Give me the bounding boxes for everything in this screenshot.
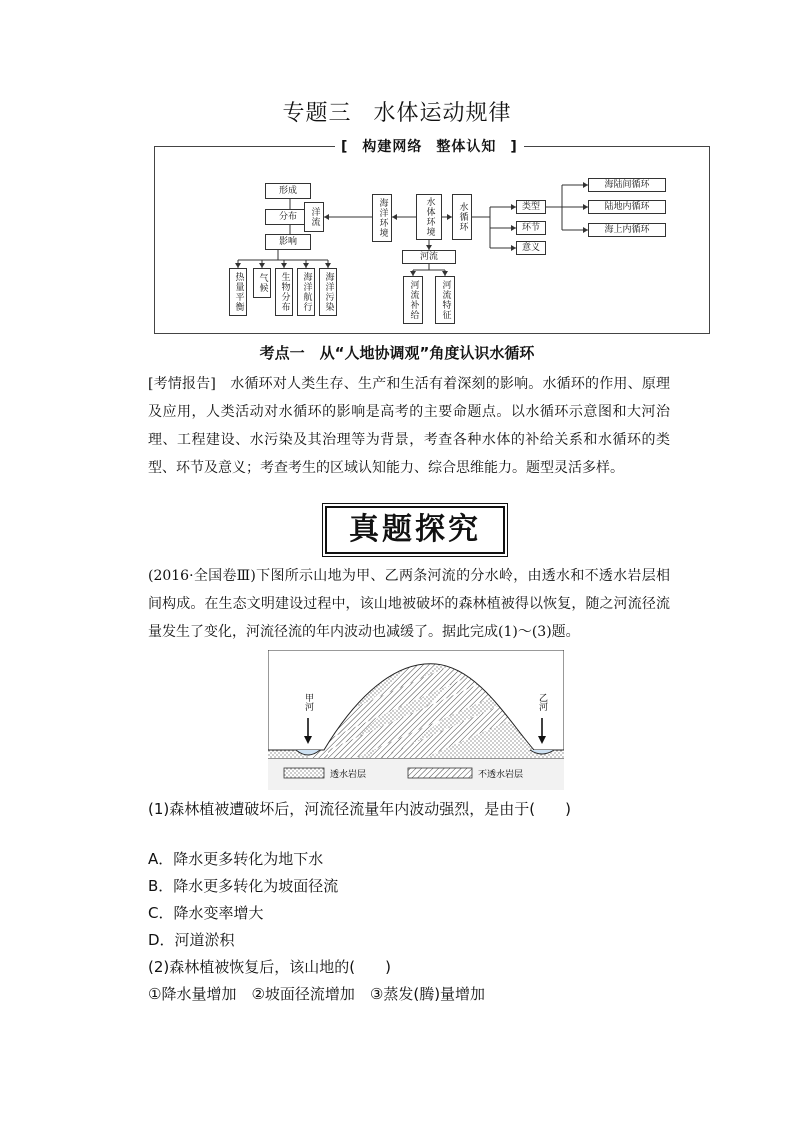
legend-impermeable-swatch [408, 768, 472, 778]
node-significance: 意义 [516, 241, 546, 255]
title-topic: 专题三 [282, 101, 352, 126]
node-sea-land-cycle: 海陆间循环 [588, 178, 666, 192]
q1-option-b: B．降水更多转化为坡面径流 [148, 877, 339, 895]
river-a-label: 甲河 [303, 693, 313, 711]
q1-option-a: A．降水更多转化为地下水 [148, 850, 324, 868]
section-title: 从“人地协调观”角度认识水循环 [319, 344, 535, 362]
q1-option-d: D．河道淤积 [148, 931, 235, 949]
node-marine-env: 海洋环境 [372, 194, 392, 242]
report-text: 水循环对人类生存、生产和生活有着深刻的影响。水循环的作用、原理及应用，人类活动对水循环的影响是高考的主要命题点。以水循环示意图和大河治理、工程建设、水污染及其治理等为背景，考查各种水体的补给关系和水循环的类型、环节及意义；考查考生的区域认知能力、综合思维能力。题型灵活多样。 [148, 376, 671, 476]
node-formation: 形成 [265, 183, 311, 199]
node-water-env: 水体环境 [416, 194, 442, 240]
section-heading [0, 342, 794, 363]
title-name: 水体运动规律 [373, 101, 512, 126]
node-river-recharge: 河流补给 [403, 276, 423, 324]
node-river: 河流 [402, 250, 456, 264]
question-2: (2)森林植被恢复后，该山地的( ) [148, 958, 391, 976]
header-bracket-left: [ [341, 139, 349, 155]
page-title [0, 96, 794, 127]
header-left: 构建网络 [362, 139, 423, 155]
node-land-cycle: 陆地内循环 [588, 200, 666, 214]
cross-section-diagram [268, 650, 564, 790]
legend-permeable-swatch [284, 768, 324, 778]
node-river-features: 河流特征 [435, 276, 455, 324]
river-b-label: 乙河 [537, 693, 547, 711]
node-heat-balance: 热量平衡 [229, 268, 247, 316]
section-label: 考点一 [259, 344, 305, 362]
node-ocean-current: 洋流 [304, 202, 324, 232]
header-bracket-right: ] [510, 139, 518, 155]
question-1: (1)森林植被遭破坏后，河流径流量年内波动强烈，是由于( ) [148, 800, 571, 818]
q1-option-c: C．降水变率增大 [148, 904, 264, 922]
header-right: 整体认知 [436, 139, 497, 155]
node-water-cycle: 水循环 [452, 194, 472, 240]
concept-map-header [335, 136, 524, 156]
node-types: 类型 [516, 200, 546, 214]
legend-permeable-label: 透水岩层 [330, 770, 367, 780]
node-bio-distribution: 生物分布 [275, 268, 293, 316]
node-ocean-cycle: 海上内循环 [588, 223, 666, 237]
node-pollution: 海洋污染 [319, 268, 337, 316]
report-paragraph [148, 370, 670, 482]
question-intro: (2016·全国卷Ⅲ)下图所示山地为甲、乙两条河流的分水岭，由透水和不透水岩层相间构成。在生态文明建设过程中，该山地被破坏的森林植被得以恢复，随之河流径流量发生了变化，河流径流的年内波动也减缓了。据此完成(1)～(3)题。 [148, 568, 670, 640]
node-navigation: 海洋航行 [297, 268, 315, 316]
node-influence: 影响 [265, 234, 311, 250]
node-climate: 气候 [253, 268, 271, 298]
legend-impermeable-label: 不透水岩层 [478, 770, 524, 780]
exam-banner: 真题探究 [325, 506, 505, 554]
q2-statements: ①降水量增加 ②坡面径流增加 ③蒸发(腾)量增加 [148, 985, 486, 1003]
node-links: 环节 [516, 221, 546, 235]
node-distribution: 分布 [265, 209, 311, 225]
report-label: [考情报告] [148, 376, 216, 392]
